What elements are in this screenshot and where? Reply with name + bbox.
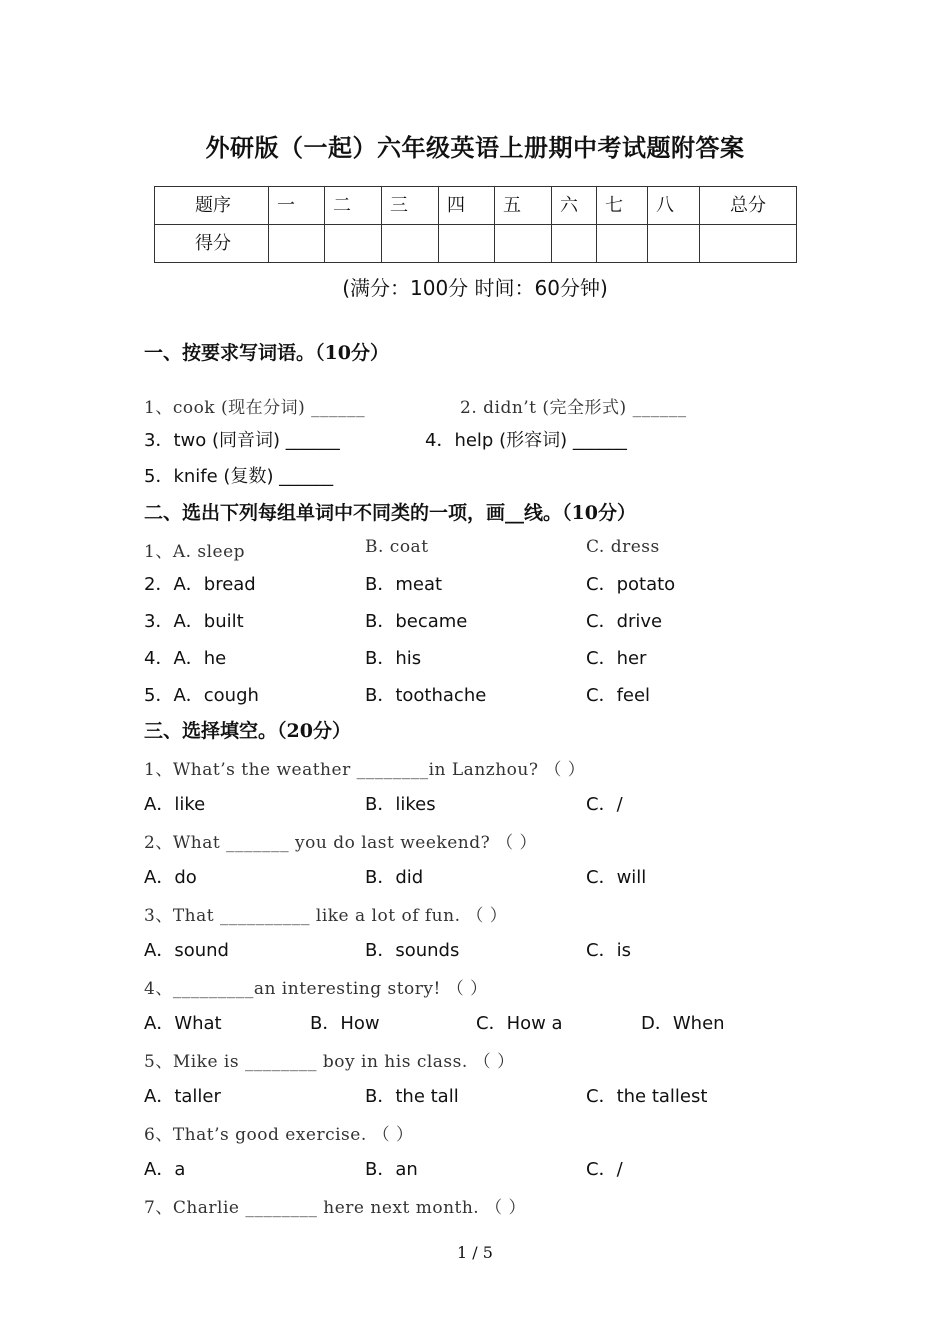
s1-question-4: 4．help (形容词) ______ (425, 430, 627, 451)
s1-question-2: 2. didn’t (完全形式) ______ (460, 398, 687, 418)
s3-option-b: B．sounds (365, 940, 460, 961)
s2-option-a: 2．A．bread (144, 574, 256, 595)
row-label: 得分 (155, 225, 269, 263)
s1-question-3: 3．two (同音词) ______ (144, 430, 340, 451)
header-cell: 三 (382, 187, 439, 225)
s2-option-b: B. coat (365, 537, 429, 557)
s2-option-c: C．her (586, 648, 647, 669)
score-cell[interactable] (700, 225, 797, 263)
s3-option-b: B．did (365, 867, 424, 888)
s2-option-c: C．potato (586, 574, 676, 595)
score-cell[interactable] (325, 225, 382, 263)
score-table (154, 186, 797, 263)
score-cell[interactable] (597, 225, 648, 263)
s2-option-a: 5．A．cough (144, 685, 259, 706)
s3-option-a: A．sound (144, 940, 229, 961)
s3-option-a: A．like (144, 794, 206, 815)
section3-heading: 三、选择填空。（20分） (144, 720, 351, 742)
s3-question: 6、That’s good exercise. （ ） (144, 1125, 414, 1145)
header-cell: 八 (648, 187, 700, 225)
full-mark-note: (满分：100分 时间：60分钟) (342, 276, 608, 300)
s3-option-c: C．How a (476, 1013, 563, 1034)
page-number: 1 / 5 (457, 1243, 493, 1262)
score-table-score-row (155, 225, 797, 263)
score-cell[interactable] (382, 225, 439, 263)
header-cell: 六 (552, 187, 597, 225)
score-cell[interactable] (648, 225, 700, 263)
s3-question: 2、What _______ you do last weekend? （ ） (144, 833, 538, 853)
header-cell: 一 (269, 187, 325, 225)
s2-option-a: 3．A．built (144, 611, 244, 632)
s3-option-c: C．/ (586, 1159, 623, 1180)
s3-option-a: A．What (144, 1013, 222, 1034)
s3-question: 3、That __________ like a lot of fun. （ ） (144, 906, 508, 926)
s3-question: 7、Charlie ________ here next month. （ ） (144, 1198, 527, 1218)
s2-option-b: B．his (365, 648, 422, 669)
header-cell: 七 (597, 187, 648, 225)
s3-option-b: B．the tall (365, 1086, 459, 1107)
s3-option-b: B．How (310, 1013, 380, 1034)
s3-option-c: C．the tallest (586, 1086, 708, 1107)
s3-option-b: B．an (365, 1159, 418, 1180)
s3-option-a: A．do (144, 867, 197, 888)
section2-heading: 二、选出下列每组单词中不同类的一项，画__线。（10分） (144, 502, 636, 524)
s3-option-c: C．is (586, 940, 631, 961)
s1-question-1: 1、cook (现在分词) ______ (144, 398, 366, 418)
s3-option-c: C．/ (586, 794, 623, 815)
s2-option-a: 4．A．he (144, 648, 227, 669)
header-cell: 四 (439, 187, 495, 225)
score-cell[interactable] (439, 225, 495, 263)
score-cell[interactable] (495, 225, 552, 263)
s2-option-b: B．became (365, 611, 468, 632)
s3-option-d: D．When (641, 1013, 725, 1034)
section1-heading: 一、按要求写词语。（10分） (144, 342, 389, 364)
exam-title: 外研版（一起）六年级英语上册期中考试题附答案 (205, 133, 745, 162)
s2-option-b: B．meat (365, 574, 443, 595)
header-cell: 二 (325, 187, 382, 225)
s3-option-a: A．a (144, 1159, 186, 1180)
score-cell[interactable] (552, 225, 597, 263)
s2-option-b: B．toothache (365, 685, 487, 706)
header-cell: 总分 (700, 187, 797, 225)
header-cell: 五 (495, 187, 552, 225)
s3-question: 4、_________an interesting story! （ ） (144, 979, 488, 999)
s2-option-c: C．feel (586, 685, 651, 706)
s2-option-c: C．drive (586, 611, 663, 632)
s3-question: 5、Mike is ________ boy in his class. （ ） (144, 1052, 515, 1072)
s3-question: 1、What’s the weather ________in Lanzhou? （ ） (144, 760, 586, 780)
s1-question-5: 5．knife (复数) ______ (144, 466, 334, 487)
header-cell: 题序 (155, 187, 269, 225)
s3-option-c: C．will (586, 867, 647, 888)
s2-option-a: 1、A. sleep (144, 542, 246, 562)
score-cell[interactable] (269, 225, 325, 263)
s3-option-b: B．likes (365, 794, 436, 815)
s2-option-c: C. dress (586, 537, 660, 557)
score-table-header-row (155, 187, 797, 225)
s3-option-a: A．taller (144, 1086, 221, 1107)
